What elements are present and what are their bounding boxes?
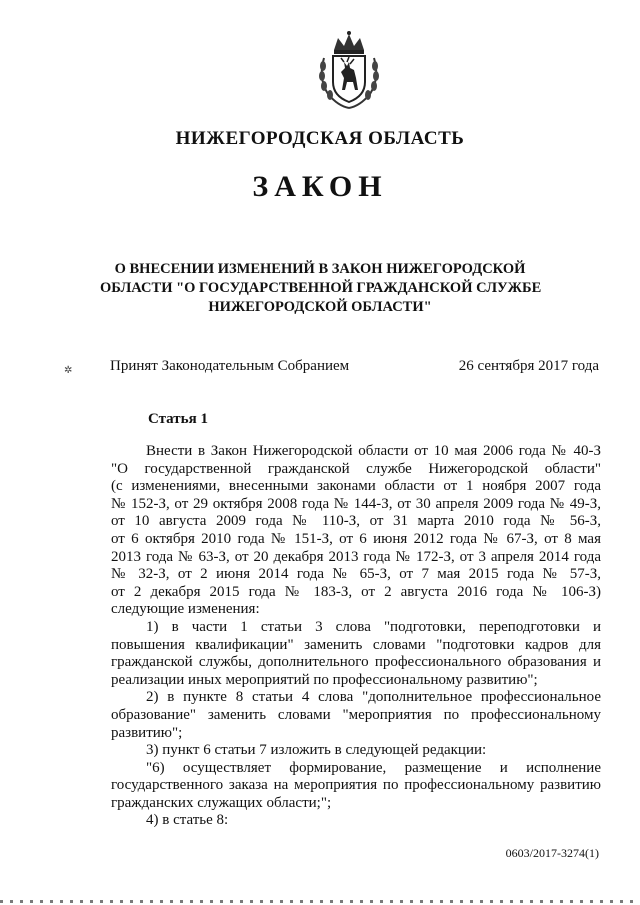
body-line: № 32-З, от 2 июня 2014 года № 65-З, от 7 мая 2015 года № 57-З, [111,566,601,583]
adopted-by: Принят Законодательным Собранием [110,358,350,374]
body-line: от 10 августа 2009 года № 110-З, от 31 марта 2010 года № 56-З, [111,513,601,530]
body-line: реализации иных мероприятий по профессиональному развитию"; [111,671,538,688]
body-line: государственного заказа на мероприятия по профессиональному развитию [111,777,601,794]
body-line: 1) в части 1 статьи 3 слова "подготовки, переподготовки и [146,618,601,635]
body-line: (с изменениями, внесенными законами области от 1 ноября 2007 года [111,478,601,495]
body-line: 3) пункт 6 статьи 7 изложить в следующей редакции: [146,742,487,759]
article-body [111,443,601,830]
body-line: "6) осуществляет формирование, размещение и исполнение [146,759,601,776]
document-type: ЗАКОН [252,170,388,203]
region-name: НИЖЕГОРОДСКАЯ ОБЛАСТЬ [175,128,465,149]
adopted-date: 26 сентября 2017 года [458,358,599,374]
body-line: 2013 года № 63-З, от 20 декабря 2013 года № 172-З, от 3 апреля 2014 года [111,548,601,565]
body-line: образование" заменить словами "мероприятия по профессиональному [111,706,601,723]
body-line: 2) в пункте 8 статьи 4 слова "дополнительное профессиональное [146,689,601,706]
title-line: НИЖЕГОРОДСКОЙ ОБЛАСТИ" [208,299,432,315]
body-line: гражданских служащих области;"; [111,794,332,811]
body-line: 4) в статье 8: [146,812,229,829]
body-line: следующие изменения: [111,601,260,618]
body-line: "О государственной гражданской службе Нижегородской области" [111,460,601,477]
body-line: Внести в Закон Нижегородской области от 10 мая 2006 года № 40-З [146,443,601,459]
body-line: от 6 октября 2010 года № 151-З, от 6 июня 2012 года № 67-З, от 8 мая [111,530,601,547]
article-heading: Статья 1 [148,411,208,427]
title-line: ОБЛАСТИ "О ГОСУДАРСТВЕННОЙ ГРАЖДАНСКОЙ СЛУЖБЕ [100,280,542,296]
scan-edge-divider [0,900,640,903]
coat-of-arms-emblem [314,28,384,110]
body-line: от 2 декабря 2015 года № 183-З, от 2 августа 2016 года № 106-З) [111,583,601,600]
body-line: № 152-З, от 29 октября 2008 года № 144-З, от 30 апреля 2009 года № 49-З, [111,495,601,512]
body-line: повышения квалификации" заменить словами "подготовки кадров для [111,636,601,653]
law-subject-title [100,260,540,317]
margin-mark-icon: ✲ [64,365,73,376]
document-number: 0603/2017-3274(1) [505,846,599,860]
title-line: О ВНЕСЕНИИ ИЗМЕНЕНИЙ В ЗАКОН НИЖЕГОРОДСКОЙ [114,261,526,277]
body-line: гражданской службы, дополнительного профессионального образования и [111,654,601,671]
body-line: развитию"; [111,724,183,741]
